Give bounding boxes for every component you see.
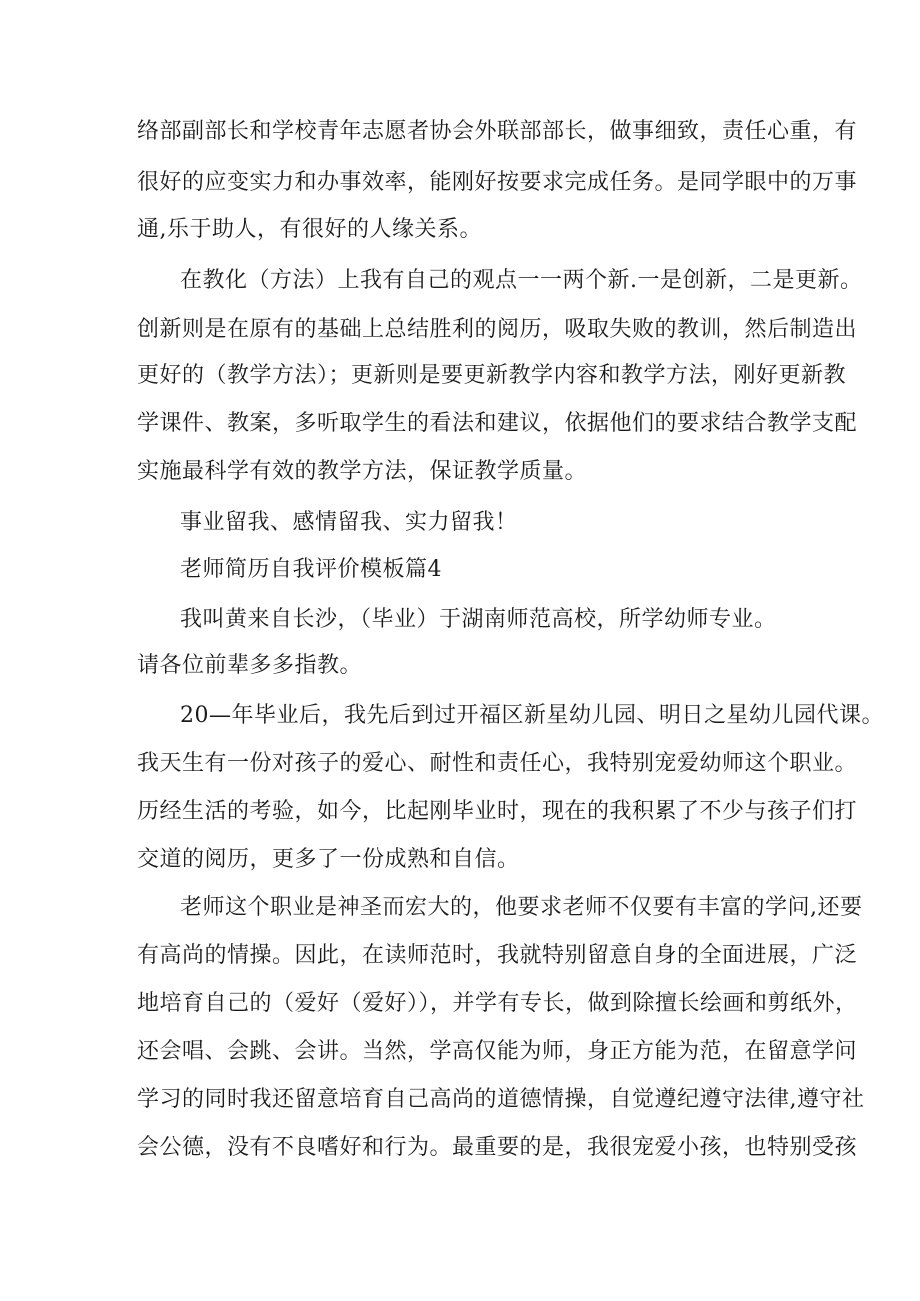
- text-line-6: 更好的（教学方法）；更新则是要更新教学内容和教学方法，刚好更新教: [137, 363, 847, 388]
- text-line-21: 学习的同时我还留意培育自己高尚的道德情操，自觉遵纪遵守法律,遵守社: [137, 1087, 865, 1112]
- text-line-3: 通,乐于助人，有很好的人缘关系。: [137, 217, 482, 242]
- text-line-20: 还会唱、会跳、会讲。当然，学高仅能为师，身正方能为范，在留意学问: [137, 1039, 858, 1064]
- text-line-7: 学课件、教案，多听取学生的看法和建议，依据他们的要求结合教学支配: [137, 411, 858, 436]
- text-line-17: 老师这个职业是神圣而宏大的，他要求老师不仅要有丰富的学问,还要: [180, 895, 863, 920]
- text-line-14: 我天生有一份对孩子的爱心、耐性和责任心，我特别宠爱幼师这个职业。: [137, 751, 858, 776]
- text-line-12: 请各位前辈多多指教。: [137, 653, 363, 678]
- text-line-18: 有高尚的情操。因此，在读师范时，我就特别留意自身的全面进展，广泛: [137, 943, 858, 968]
- text-line-8: 实施最科学有效的教学方法，保证教学质量。: [137, 459, 588, 484]
- text-line-15: 历经生活的考验，如今，比起刚毕业时，现在的我积累了不少与孩子们打: [137, 799, 858, 824]
- text-line-1: 络部副部长和学校青年志愿者协会外联部部长，做事细致，责任心重，有: [137, 119, 858, 144]
- text-line-13: 20—年毕业后，我先后到过开福区新星幼儿园、明日之星幼儿园代课。: [180, 703, 884, 728]
- text-line-9: 事业留我、感情留我、实力留我！: [180, 510, 518, 535]
- text-line-16: 交道的阅历，更多了一份成熟和自信。: [137, 847, 520, 872]
- text-line-22: 会公德，没有不良嗜好和行为。最重要的是，我很宠爱小孩，也特别受孩: [137, 1135, 858, 1160]
- text-line-19: 地培育自己的（爱好（爱好）），并学有专长，做到除擅长绘画和剪纸外，: [137, 991, 858, 1016]
- text-line-11: 我叫黄来自长沙，（毕业）于湖南师范高校，所学幼师专业。: [180, 607, 777, 632]
- text-line-5: 创新则是在原有的基础上总结胜利的阅历，吸取失败的教训，然后制造出: [137, 317, 858, 342]
- text-line-2: 很好的应变实力和办事效率，能刚好按要求完成任务。是同学眼中的万事: [137, 170, 858, 195]
- text-line-4: 在教化（方法）上我有自己的观点一一两个新.一是创新，二是更新。: [180, 268, 863, 293]
- section-heading: 老师简历自我评价模板篇4: [180, 557, 442, 582]
